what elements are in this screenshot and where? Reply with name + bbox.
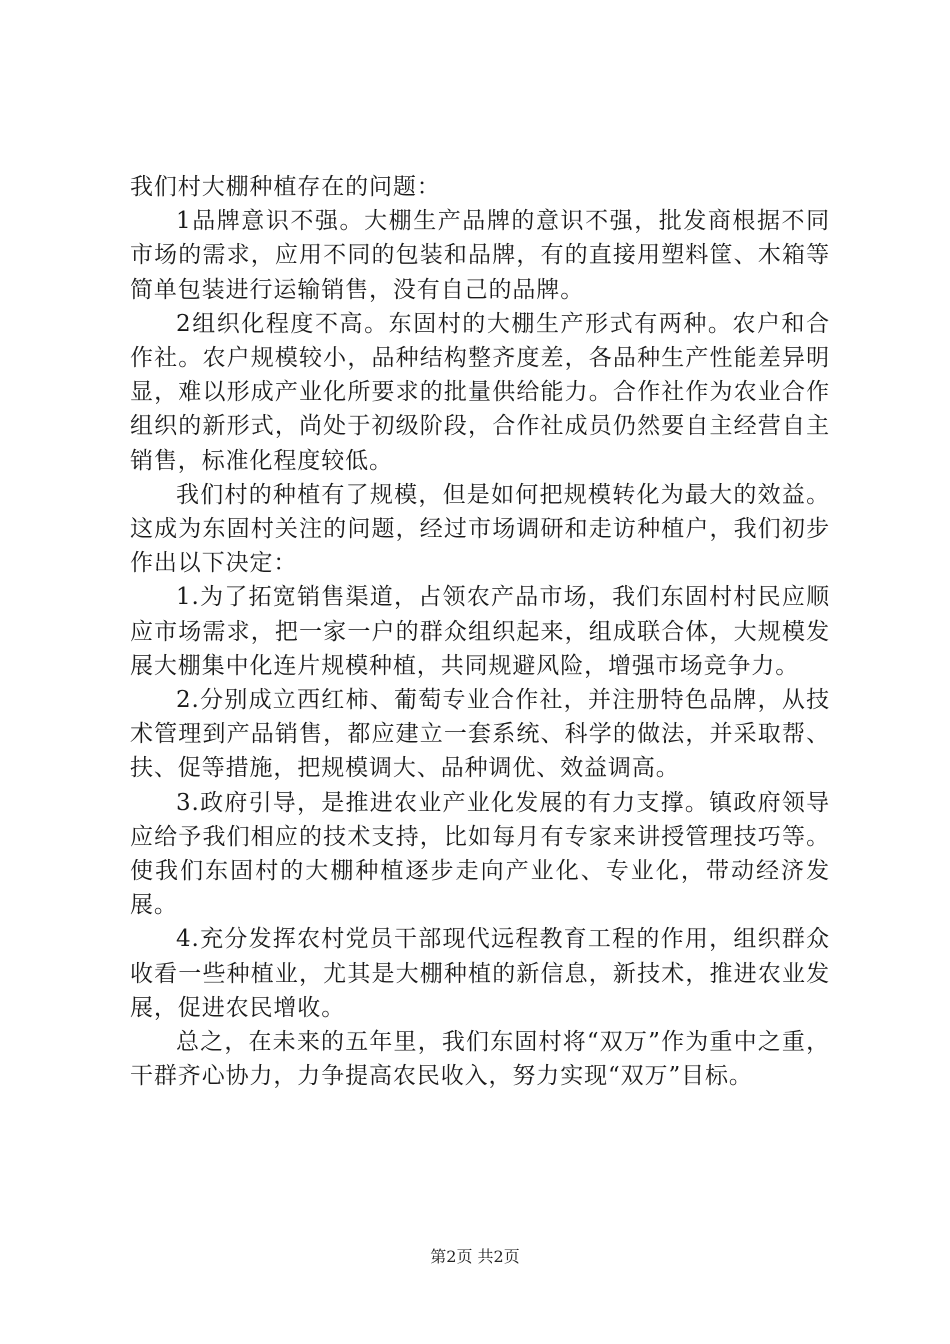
paragraph-heading: 我们村大棚种植存在的问题： bbox=[130, 174, 441, 200]
paragraph-decision-intro: 我们村的种植有了规模，但是如何把规模转化为最大的效益。这成为东固村关注的问题，经过市场调研和走访种植户，我们初步作出以下决定： bbox=[130, 481, 830, 577]
paragraph-item-3: 3.政府引导，是推进农业产业化发展的有力支撑。镇政府领导应给予我们相应的技术支持，比如每月有专家来讲授管理技巧等。使我们东固村的大棚种植逐步走向产业化、专业化，带动经济发展。 bbox=[130, 789, 830, 919]
document-body bbox=[130, 170, 830, 1093]
paragraph-conclusion: 总之，在未来的五年里，我们东固村将“双万”作为重中之重，干群齐心协力，力争提高农民收入，努力实现“双万”目标。 bbox=[130, 1029, 830, 1090]
paragraph-item-2: 2.分别成立西红柿、葡萄专业合作社，并注册特色品牌，从技术管理到产品销售，都应建立一套系统、科学的做法，并采取帮、扶、促等措施，把规模调大、品种调优、效益调高。 bbox=[130, 687, 830, 782]
page-footer bbox=[0, 1244, 950, 1267]
paragraph-item-1: 1.为了拓宽销售渠道，占领农产品市场，我们东固村村民应顺应市场需求，把一家一户的群众组织起来，组成联合体，大规模发展大棚集中化连片规模种植，共同规避风险，增强市场竞争力。 bbox=[130, 584, 830, 679]
paragraph-item-4: 4.充分发挥农村党员干部现代远程教育工程的作用，组织群众收看一些种植业，尤其是大棚种植的新信息，新技术，推进农业发展，促进农民增收。 bbox=[130, 926, 830, 1021]
paragraph-brand-awareness: 1品牌意识不强。大棚生产品牌的意识不强，批发商根据不同市场的需求，应用不同的包装和品牌，有的直接用塑料筐、木箱等简单包装进行运输销售，没有自己的品牌。 bbox=[130, 208, 830, 303]
paragraph-organization: 2组织化程度不高。东固村的大棚生产形式有两种。农户和合作社。农户规模较小，品种结构整齐度差，各品种生产性能差异明显，难以形成产业化所要求的批量供给能力。合作社作为农业合作组织的新形式，尚处于初级阶段，合作社成员仍然要自主经营自主销售，标准化程度较低。 bbox=[130, 310, 830, 474]
page-number-label: 第2页 共2页 bbox=[430, 1247, 520, 1266]
